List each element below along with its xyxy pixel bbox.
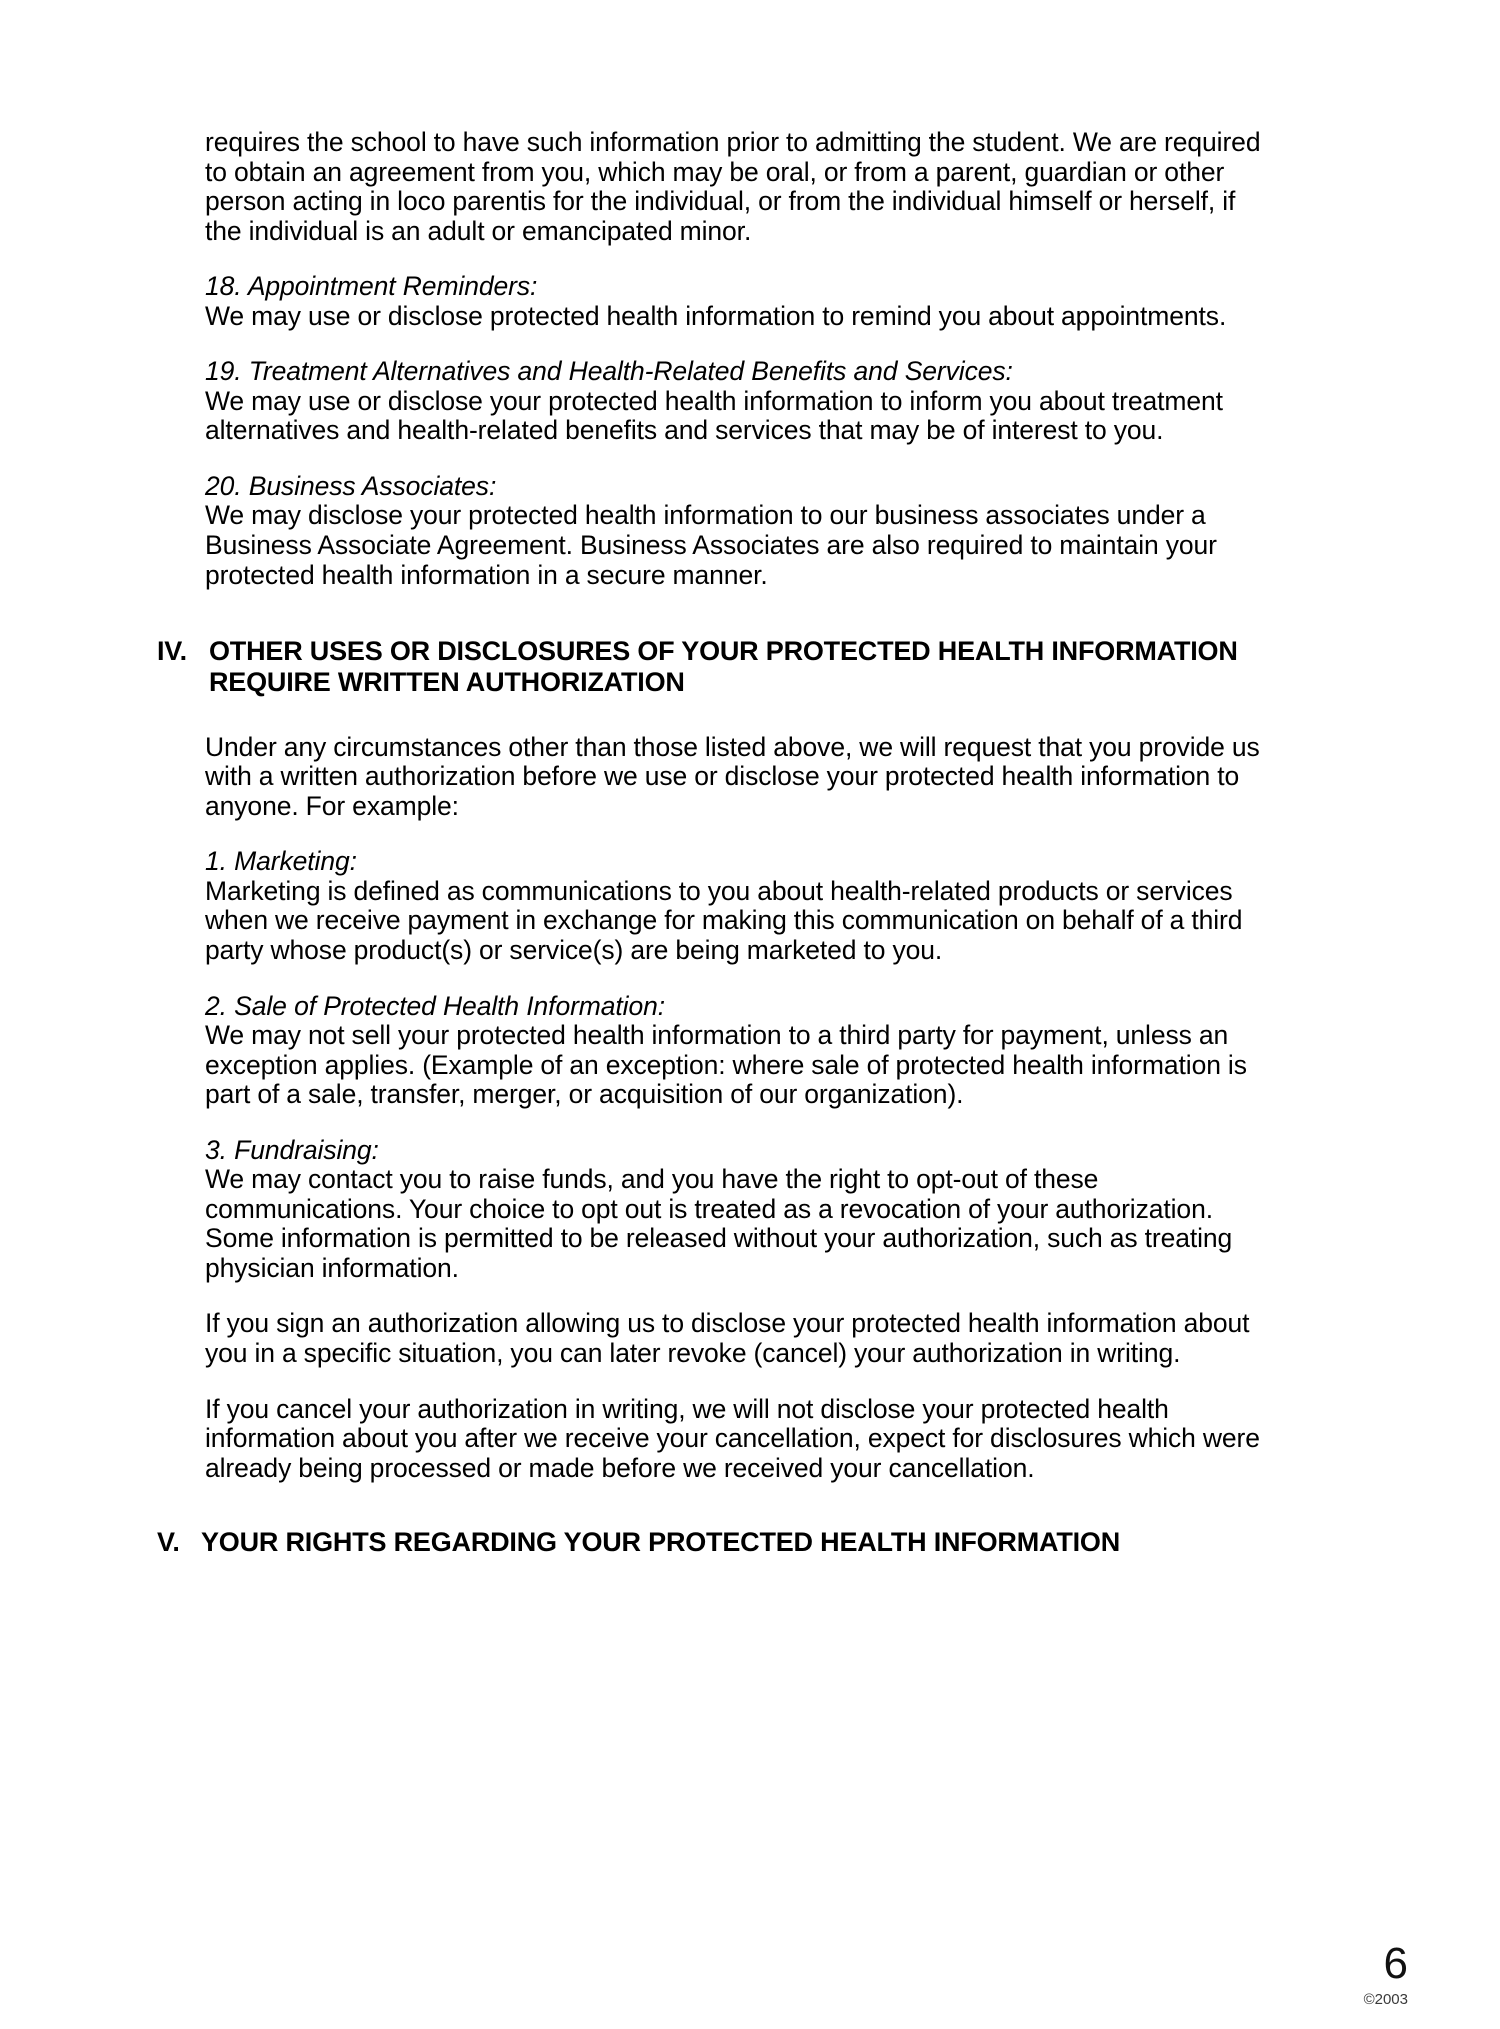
section-iv-intro: Under any circumstances other than those listed above, we will request that you provide us with a written authorization before we use or disclose your protected health information to anyone. For example: [205,731,1260,821]
section-iv-item-3 [205,1136,1265,1284]
numbered-item-18 [205,272,1265,331]
section-iv-closing-2-block [205,1395,1265,1484]
item-18-heading: 18. Appointment Reminders: [205,271,538,302]
continued-paragraph-block [205,128,1265,246]
item-19-text: We may use or disclose your protected health information to inform you about treatment alternatives and health-related benefits and services that may be of interest to you. [205,385,1223,446]
section-heading-iv [157,636,1265,699]
spacer-before-section-v [205,1509,1265,1523]
page-number: 6 [1383,1939,1408,1988]
item-19-heading: 19. Treatment Alternatives and Health-Related Benefits and Services: [205,356,1013,387]
section-iv-item-1-heading: 1. Marketing: [205,846,357,877]
section-v-title: YOUR RIGHTS REGARDING YOUR PROTECTED HEALTH INFORMATION [201,1527,1121,1558]
numbered-item-20 [205,472,1265,590]
section-iv-closing-paragraph-1: If you sign an authorization allowing us to disclose your protected health information about you in a specific situation, you can later revoke (cancel) your authorization in writing. [205,1308,1250,1369]
item-20-heading: 20. Business Associates: [205,470,497,501]
item-18-text: We may use or disclose protected health information to remind you about appointments. [205,300,1227,331]
section-iv-item-3-text: We may contact you to raise funds, and you have the right to opt-out of these communications. Your choice to opt out is treated as a revocation of your authorization. Some information is permitted to be released without your authorization, such as treating physician information. [205,1164,1233,1283]
section-iv-item-2-text: We may not sell your protected health information to a third party for payment, unless an exception applies. (Example of an exception: where sale of protected health information is part of a sale, transfer, merger, or acquisition of our organization). [205,1020,1247,1110]
copyright-icon: © [1363,1991,1375,2008]
section-v-numeral: V. [157,1527,180,1558]
section-iv-numeral: IV. [157,636,187,667]
copyright-year: 2003 [1374,1991,1408,2008]
section-iv-closing-1-block [205,1309,1265,1368]
copyright-notice [1364,1992,1408,2007]
section-iv-closing-paragraph-2: If you cancel your authorization in writing, we will not disclose your protected health information about you after we receive your cancellation, expect for disclosures which were already being processed or made before we received your cancellation. [205,1393,1260,1483]
section-iv-item-3-heading: 3. Fundraising: [205,1134,379,1165]
section-iv-item-1 [205,847,1265,965]
section-iv-item-2-heading: 2. Sale of Protected Health Information: [205,990,666,1021]
section-iv-item-1-text: Marketing is defined as communications to you about health-related products or services when we receive payment in exchange for making this communication on behalf of a third party whose product(s) or service(s) are being marketed to you. [205,875,1243,966]
section-iv-item-2 [205,992,1265,1110]
continued-paragraph: requires the school to have such information prior to admitting the student. We are required to obtain an agreement from you, which may be oral, or from a parent, guardian or other person acting in loco parentis for the individual, or from the individual himself or herself, if the individual is an adult or emancipated minor. [205,127,1261,246]
item-20-text: We may disclose your protected health information to our business associates under a Business Associate Agreement. Business Associates are also required to maintain your protected health information in a secure manner. [205,500,1217,590]
section-iv-intro-block [205,733,1265,822]
section-iv-title: OTHER USES OR DISCLOSURES OF YOUR PROTECTED HEALTH INFORMATION REQUIRE WRITTEN AUTHORIZATION [209,636,1238,698]
section-heading-v [157,1527,1265,1558]
spacer [205,616,1265,630]
page-content [157,127,1265,1559]
page-footer [1363,1939,1408,2008]
numbered-item-19 [205,357,1265,446]
